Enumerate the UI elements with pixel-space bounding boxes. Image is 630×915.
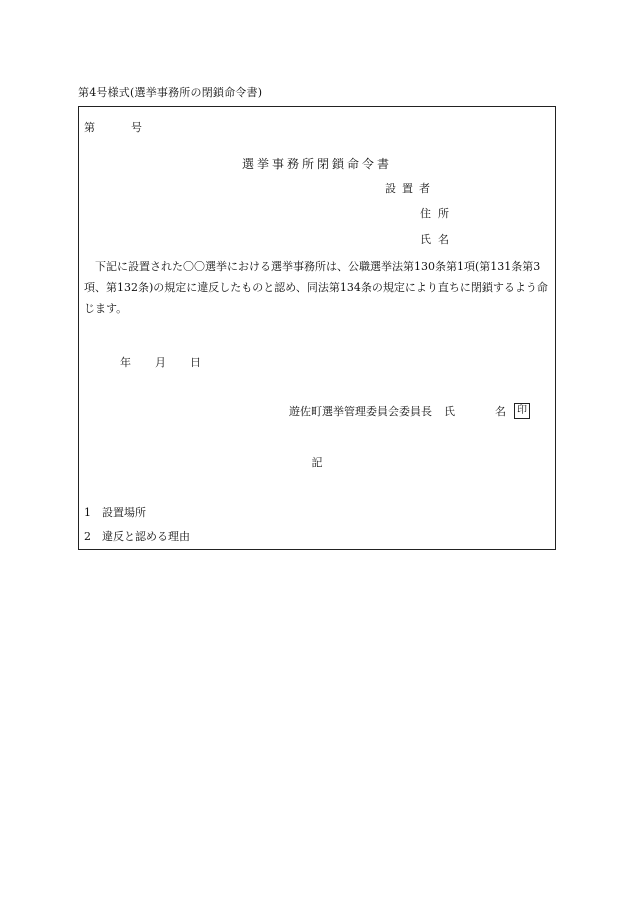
number-suffix: 号 bbox=[131, 121, 142, 134]
item-number: 2 bbox=[84, 530, 91, 543]
chairperson-shi: 氏 bbox=[444, 405, 455, 418]
date-line bbox=[120, 354, 201, 370]
chairperson-line bbox=[289, 403, 530, 419]
order-document-frame bbox=[78, 106, 556, 550]
ki-heading: 記 bbox=[311, 456, 323, 469]
list-item bbox=[84, 528, 190, 544]
month-label: 月 bbox=[155, 356, 166, 369]
list-item bbox=[84, 504, 146, 520]
number-prefix: 第 bbox=[84, 121, 95, 134]
item-number: 1 bbox=[84, 506, 91, 519]
form-label: 第4号様式(選挙事務所の閉鎖命令書) bbox=[78, 86, 263, 99]
day-label: 日 bbox=[190, 356, 201, 369]
document-number-line bbox=[84, 119, 142, 135]
chairperson-mei: 名 bbox=[495, 405, 506, 418]
year-label: 年 bbox=[120, 356, 131, 369]
document-title: 選挙事務所閉鎖命令書 bbox=[241, 157, 392, 171]
item-label: 違反と認める理由 bbox=[102, 530, 190, 543]
name-label: 氏名 bbox=[420, 233, 456, 246]
order-body-text: 下記に設置された〇〇選挙における選挙事務所は、公職選挙法第130条第1項(第131条第3項、第132条)の規定に違反したものと認め、同法第134条の規定により直ちに閉鎖するよう命じます。 bbox=[84, 260, 548, 315]
setter-label: 設置者 bbox=[385, 182, 436, 195]
address-label: 住所 bbox=[420, 207, 456, 220]
item-label: 設置場所 bbox=[102, 506, 146, 519]
chairperson-title: 遊佐町選挙管理委員会委員長 bbox=[289, 405, 432, 418]
seal-stamp: 印 bbox=[514, 403, 530, 419]
